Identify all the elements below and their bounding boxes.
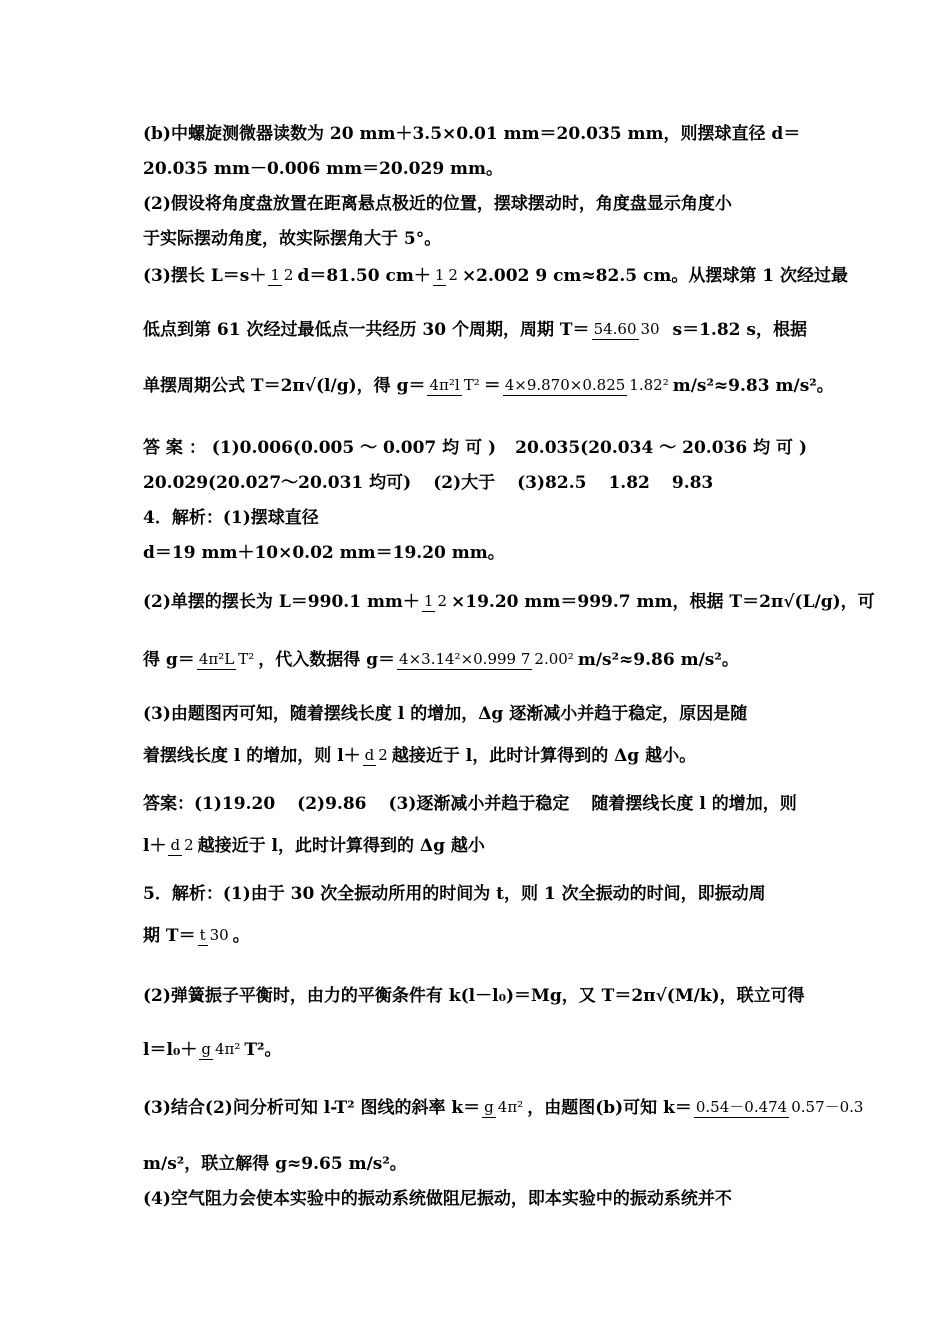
text-line: (4)空气阻力会使本实验中的振动系统做阻尼振动，即本实验中的振动系统并不: [143, 1189, 732, 1209]
fraction: t 30: [199, 926, 229, 944]
fraction: d 2: [170, 836, 194, 854]
fraction: 4π²L T²: [198, 650, 255, 668]
section-heading: 4．解析：(1)摆球直径: [143, 508, 319, 528]
text-line: 期 T＝ t 30 。: [143, 925, 250, 946]
answer-line: l＋ d 2 越接近于 l，此时计算得到的 Δg 越小: [143, 835, 485, 856]
text-line: 于实际摆动角度，故实际摆角大于 5°。: [143, 229, 442, 249]
text-line: (3)摆长 L＝s＋ 1 2 d＝81.50 cm＋ 1 2 ×2.002 9 cm≈82.5 cm。从摆球第 1 次经过最: [143, 265, 848, 286]
text-line: 着摆线长度 l 的增加，则 l＋ d 2 越接近于 l，此时计算得到的 Δg 越小。: [143, 745, 697, 766]
text-line: l＝l₀＋ g 4π² T²。: [143, 1039, 282, 1060]
text-line: 得 g＝ 4π²L T² ，代入数据得 g＝ 4×3.14²×0.999 7 2.00² m/s²≈9.86 m/s²。: [143, 649, 739, 670]
fraction: 4π²l T²: [429, 376, 480, 394]
fraction: g 4π²: [201, 1040, 241, 1058]
answer-line: 答案：(1)19.20 (2)9.86 (3)逐渐减小并趋于稳定 随着摆线长度 l 的增加，则: [143, 794, 797, 814]
text-line: (3)由题图丙可知，随着摆线长度 l 的增加，Δg 逐渐减小并趋于稳定，原因是随: [143, 704, 748, 724]
fraction: 1 2: [434, 266, 458, 284]
text-line: d＝19 mm＋10×0.02 mm＝19.20 mm。: [143, 543, 505, 563]
text-line: 单摆周期公式 T＝2π√(l/g)，得 g＝ 4π²l T² ＝ 4×9.870×0.825 1.82² m/s²≈9.83 m/s²。: [143, 375, 834, 396]
text-line: 低点到第 61 次经过最低点一共经历 30 个周期，周期 T＝ 54.60 30 s＝1.82 s，根据: [143, 319, 807, 340]
fraction: 1 2: [270, 266, 294, 284]
fraction: 4×9.870×0.825 1.82²: [504, 376, 669, 394]
text-line: (3)结合(2)问分析可知 l-T² 图线的斜率 k＝ g 4π² ，由题图(b)可知 k＝ 0.54－0.474 0.57－0.3: [143, 1097, 864, 1118]
text-line: (2)单摆的摆长为 L＝990.1 mm＋ 1 2 ×19.20 mm＝999.7 mm，根据 T＝2π√(L/g)，可: [143, 591, 875, 612]
fraction: 54.60 30: [593, 320, 660, 338]
fraction: g 4π²: [484, 1098, 524, 1116]
fraction: 4×3.14²×0.999 7 2.00²: [399, 650, 574, 668]
section-heading: 5．解析：(1)由于 30 次全振动所用的时间为 t，则 1 次全振动的时间，即振动周: [143, 884, 766, 904]
text-line: m/s²，联立解得 g≈9.65 m/s²。: [143, 1154, 407, 1174]
fraction: d 2: [364, 746, 388, 764]
text-line: 20.035 mm－0.006 mm＝20.029 mm。: [143, 159, 504, 179]
text-line: (2)弹簧振子平衡时，由力的平衡条件有 k(l－l₀)＝Mg，又 T＝2π√(M/k)，联立可得: [143, 986, 805, 1006]
text-line: (2)假设将角度盘放置在距离悬点极近的位置，摆球摆动时，角度盘显示角度小: [143, 194, 732, 214]
fraction: 1 2: [423, 592, 448, 610]
answer-line: 答 案 ： (1)0.006(0.005 ～ 0.007 均 可 ) 20.035(20.034 ～ 20.036 均 可 ): [143, 438, 807, 458]
text-line: (b)中螺旋测微器读数为 20 mm＋3.5×0.01 mm＝20.035 mm，则摆球直径 d＝: [143, 124, 801, 144]
answer-line: 20.029(20.027～20.031 均可) (2)大于 (3)82.5 1.82 9.83: [143, 473, 714, 493]
fraction: 0.54－0.474 0.57－0.3: [695, 1098, 864, 1116]
